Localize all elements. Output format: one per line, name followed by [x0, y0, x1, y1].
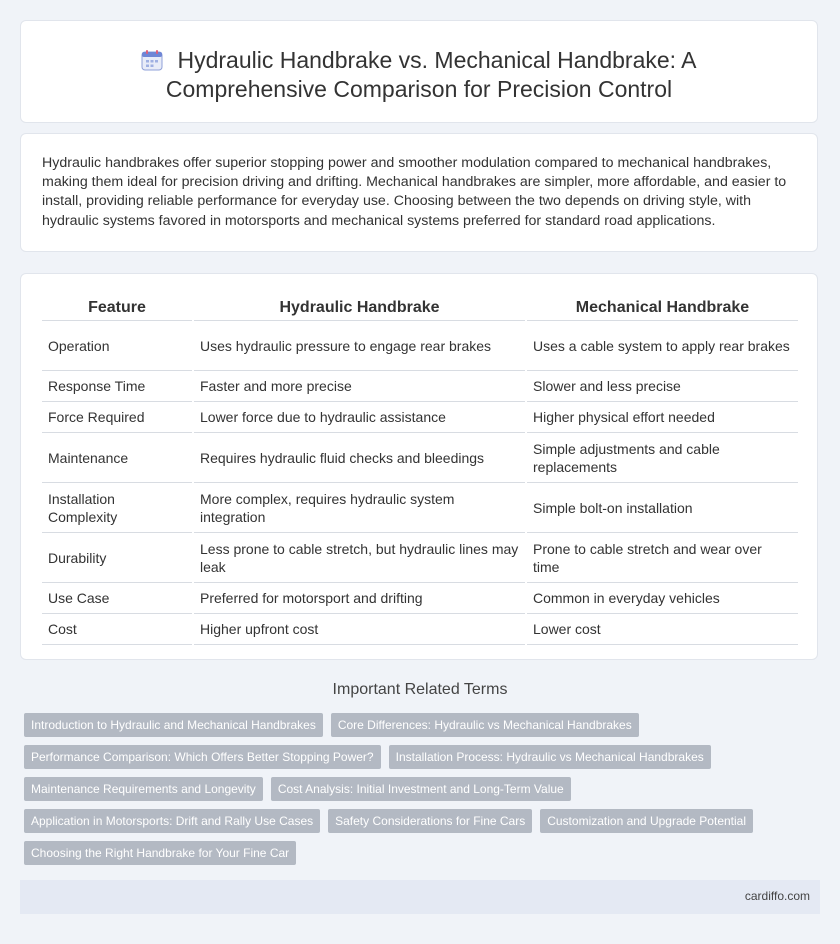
related-tag[interactable]: Core Differences: Hydraulic vs Mechanical Handbrakes: [331, 713, 639, 737]
related-tag[interactable]: Cost Analysis: Initial Investment and Long-Term Value: [271, 777, 571, 801]
hydraulic-cell: More complex, requires hydraulic system integration: [193, 483, 526, 533]
comparison-table: [42, 296, 798, 645]
hydraulic-cell: Requires hydraulic fluid checks and bleedings: [193, 433, 526, 483]
related-tag[interactable]: Introduction to Hydraulic and Mechanical Handbrakes: [24, 713, 323, 737]
related-tag[interactable]: Choosing the Right Handbrake for Your Fine Car: [24, 841, 296, 865]
mechanical-cell: Prone to cable stretch and wear over time: [526, 533, 798, 583]
table-row: [42, 583, 798, 614]
feature-cell: Installation Complexity: [42, 483, 193, 533]
table-row: [42, 433, 798, 483]
header-hydraulic: Hydraulic Handbrake: [193, 296, 526, 321]
related-tag[interactable]: Safety Considerations for Fine Cars: [328, 809, 532, 833]
page-title: [51, 46, 787, 104]
mechanical-cell: Uses a cable system to apply rear brakes: [526, 321, 798, 371]
header-mechanical: Mechanical Handbrake: [526, 296, 798, 321]
mechanical-cell: Slower and less precise: [526, 371, 798, 402]
related-tag[interactable]: Installation Process: Hydraulic vs Mechanical Handbrakes: [389, 745, 711, 769]
mechanical-cell: Higher physical effort needed: [526, 402, 798, 433]
table-row: [42, 371, 798, 402]
calendar-icon: [141, 49, 163, 71]
feature-cell: Durability: [42, 533, 193, 583]
hydraulic-cell: Lower force due to hydraulic assistance: [193, 402, 526, 433]
title-line-1: Hydraulic Handbrake vs. Mechanical Handbrake: A: [177, 47, 697, 73]
feature-cell: Operation: [42, 321, 193, 371]
related-terms-heading: Important Related Terms: [332, 681, 508, 698]
hydraulic-cell: Uses hydraulic pressure to engage rear brakes: [193, 321, 526, 371]
related-tag[interactable]: Application in Motorsports: Drift and Rally Use Cases: [24, 809, 320, 833]
table-row: [42, 614, 798, 645]
header-feature: Feature: [42, 296, 193, 321]
feature-cell: Force Required: [42, 402, 193, 433]
related-tag[interactable]: Customization and Upgrade Potential: [540, 809, 753, 833]
feature-cell: Cost: [42, 614, 193, 645]
mechanical-cell: Common in everyday vehicles: [526, 583, 798, 614]
table-row: [42, 533, 798, 583]
hydraulic-cell: Preferred for motorsport and drifting: [193, 583, 526, 614]
hydraulic-cell: Less prone to cable stretch, but hydraulic lines may leak: [193, 533, 526, 583]
table-row: [42, 402, 798, 433]
feature-cell: Maintenance: [42, 433, 193, 483]
hydraulic-cell: Faster and more precise: [193, 371, 526, 402]
feature-cell: Response Time: [42, 371, 193, 402]
intro-card: [20, 133, 818, 252]
intro-paragraph: Hydraulic handbrakes offer superior stopping power and smoother modulation compared to mechanical handbrakes, making them ideal for precision driving and drifting. Mechanical handbrakes are simpler, more affordable, and easier to install, providing reliable performance for everyday use. Choosing between the two depends on driving style, with hydraulic systems favored in motorsports and mechanical systems preferred for standard road applications.: [42, 155, 787, 229]
related-terms-tags: [24, 713, 814, 873]
related-tag[interactable]: Maintenance Requirements and Longevity: [24, 777, 263, 801]
title-line-2: Comprehensive Comparison for Precision Control: [165, 76, 673, 102]
hydraulic-cell: Higher upfront cost: [193, 614, 526, 645]
table-row: [42, 321, 798, 371]
table-row: [42, 483, 798, 533]
footer: [20, 880, 820, 914]
feature-cell: Use Case: [42, 583, 193, 614]
table-header-row: [42, 296, 798, 321]
mechanical-cell: Simple adjustments and cable replacements: [526, 433, 798, 483]
related-tag[interactable]: Performance Comparison: Which Offers Better Stopping Power?: [24, 745, 381, 769]
comparison-table-card: [20, 273, 818, 660]
mechanical-cell: Simple bolt-on installation: [526, 483, 798, 533]
mechanical-cell: Lower cost: [526, 614, 798, 645]
site-name[interactable]: cardiffo.com: [744, 889, 810, 903]
title-card: [20, 20, 818, 123]
